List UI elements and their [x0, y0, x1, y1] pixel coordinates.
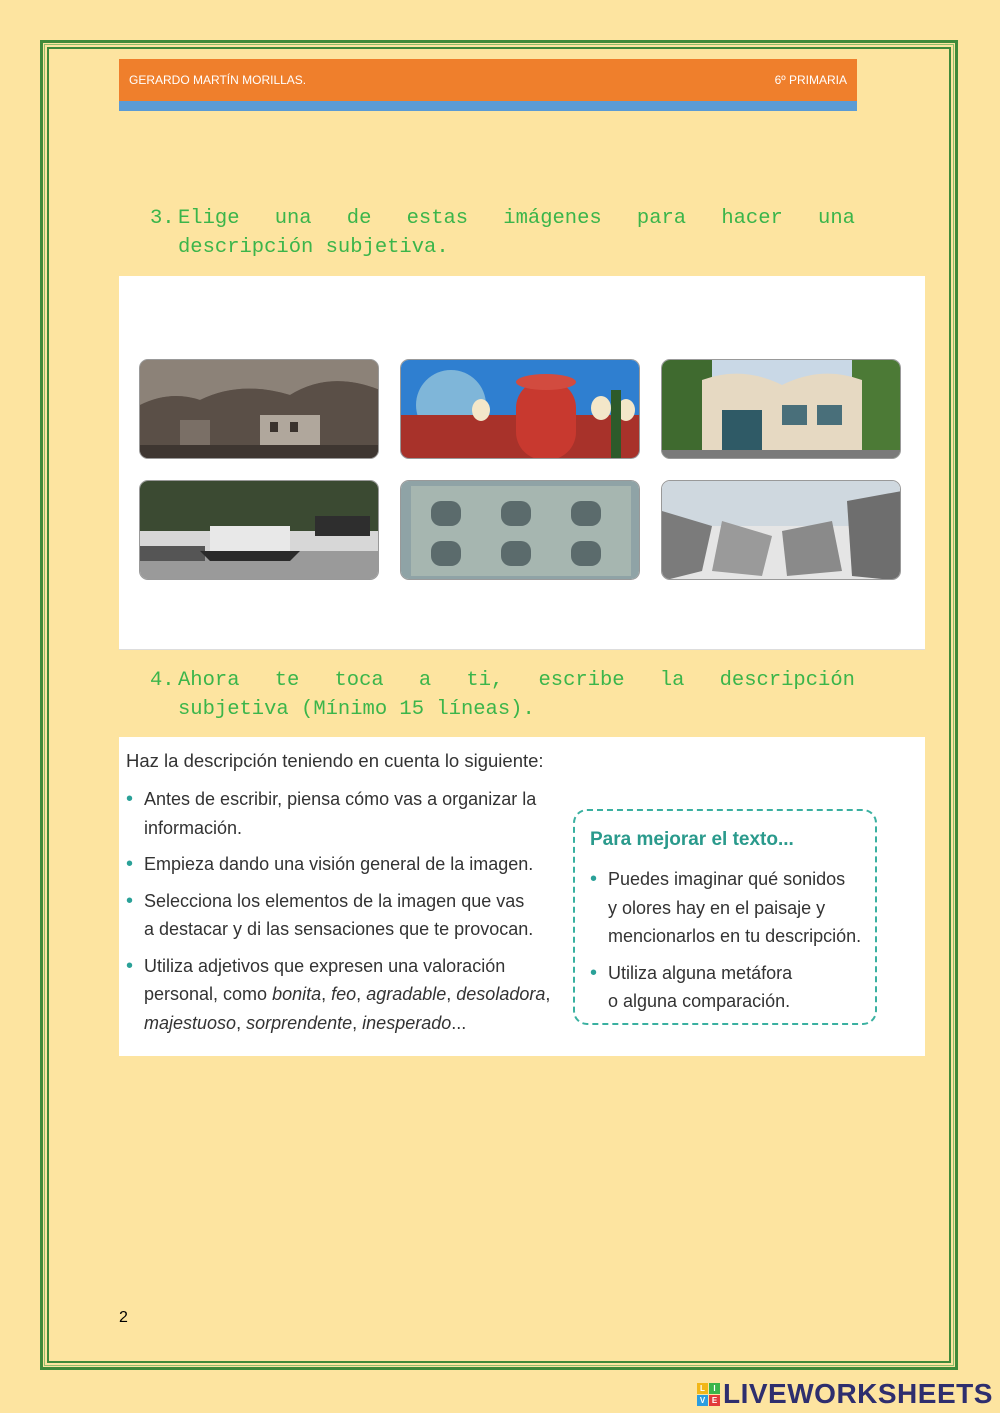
tip-item-line: Utiliza alguna metáfora: [608, 962, 793, 983]
liveworksheets-logo-icon: [697, 1383, 720, 1406]
task-3-word: para: [636, 207, 687, 230]
adjective-example: inesperado: [362, 1012, 452, 1033]
task-4-line-1: [178, 666, 855, 695]
header-accent-strip: [119, 101, 857, 111]
task-3-word: una: [274, 207, 312, 230]
logo-letter: E: [709, 1395, 720, 1406]
liveworksheets-brand[interactable]: [697, 1378, 993, 1410]
instruction-item: [126, 887, 566, 944]
tip-item-line: Puedes imaginar qué sonidos: [608, 869, 846, 889]
tip-item-line: mencionarlos en tu descripción.: [608, 926, 862, 946]
task-3-word: de: [346, 207, 372, 230]
bullet-icon: •: [126, 853, 134, 875]
separator: ,: [446, 984, 457, 1004]
dali-museum-image[interactable]: [400, 359, 640, 459]
adjective-example: majestuoso: [144, 1012, 237, 1033]
liveworksheets-wordmark: LIVEWORKSHEETS: [723, 1378, 993, 1409]
task-3-word: estas: [406, 207, 469, 230]
instruction-item-line: a destacar y di las sensaciones que te provocan.: [144, 919, 534, 939]
instruction-item-line: información.: [144, 817, 243, 838]
task-4-word: escribe: [538, 669, 625, 692]
instructions-panel: [119, 737, 925, 1056]
header-grade: 6º PRIMARIA: [774, 73, 847, 87]
task-4-word: la: [659, 669, 685, 692]
task-3-line-1: [178, 204, 855, 233]
adjective-example: feo: [331, 984, 357, 1004]
instruction-item-line: Utiliza adjetivos que expresen una valoración: [144, 955, 506, 976]
logo-letter: V: [697, 1395, 708, 1406]
instruction-item-line: Antes de escribir, piensa cómo vas a organizar la: [144, 789, 537, 809]
casa-batllo-image[interactable]: [400, 480, 640, 580]
tips-box: [573, 809, 877, 1025]
instruction-item: [126, 785, 566, 842]
instructions-intro: Haz la descripción teniendo en cuenta lo siguiente:: [126, 750, 544, 771]
instructions-list: [126, 785, 566, 1045]
crooked-house-image[interactable]: [661, 359, 901, 459]
tip-item-line: o alguna comparación.: [608, 991, 791, 1011]
bullet-icon: •: [126, 954, 134, 977]
instruction-item-line: Empieza dando una visión general de la imagen.: [144, 854, 534, 874]
separator: ,: [356, 984, 367, 1004]
task-4-word: descripción: [719, 669, 855, 692]
separator: ,: [352, 1012, 363, 1033]
separator: ,: [321, 984, 332, 1004]
logo-letter: L: [697, 1383, 708, 1394]
houseboats-image[interactable]: [139, 480, 379, 580]
task-4-word: ti,: [466, 669, 504, 692]
bullet-icon: •: [126, 889, 134, 912]
tips-title: Para mejorar el texto...: [590, 829, 794, 850]
bullet-icon: •: [590, 961, 598, 984]
task-3-word: Elige: [178, 207, 240, 230]
instruction-item: [126, 850, 566, 879]
task-3-word: hacer: [721, 207, 783, 230]
task-4-word: Ahora: [178, 669, 240, 692]
page-header: [119, 59, 857, 101]
task-3-number: 3.: [150, 207, 175, 230]
header-author: GERARDO MARTÍN MORILLAS.: [129, 73, 307, 87]
task-4-word: te: [274, 669, 300, 692]
cube-houses-image[interactable]: [661, 480, 901, 580]
tips-list: [590, 865, 870, 1024]
instruction-item-line: Selecciona los elementos de la imagen que vas: [144, 890, 525, 911]
instruction-item-adjectives: [126, 952, 566, 1038]
logo-letter: I: [709, 1383, 720, 1394]
task-4-word: toca: [334, 669, 384, 692]
adjective-example: desoladora: [456, 984, 546, 1004]
tip-item: [590, 959, 870, 1016]
separator: ,: [545, 984, 551, 1004]
task-4-word: a: [418, 669, 432, 692]
adjective-example: sorprendente: [246, 1012, 353, 1033]
bullet-icon: •: [590, 868, 598, 890]
task-4-line-2: subjetiva (Mínimo 15 líneas).: [178, 698, 535, 721]
tip-item-line: y olores hay en el paisaje y: [608, 897, 826, 918]
bullet-icon: •: [126, 788, 134, 810]
tip-item: [590, 865, 870, 951]
cave-houses-image[interactable]: [139, 359, 379, 459]
adjective-example: agradable: [366, 984, 447, 1004]
task-3-word: una: [818, 207, 855, 230]
image-choices-panel: [119, 276, 925, 650]
page-number: 2: [119, 1309, 128, 1326]
task-3-line-2: descripción subjetiva.: [178, 236, 449, 259]
task-3-word: imágenes: [503, 207, 602, 230]
separator: ...: [451, 1012, 467, 1033]
task-4-number: 4.: [150, 669, 175, 692]
adjective-example: bonita: [272, 984, 322, 1004]
separator: ,: [236, 1012, 247, 1033]
instruction-item-line: personal, como: [144, 984, 273, 1004]
